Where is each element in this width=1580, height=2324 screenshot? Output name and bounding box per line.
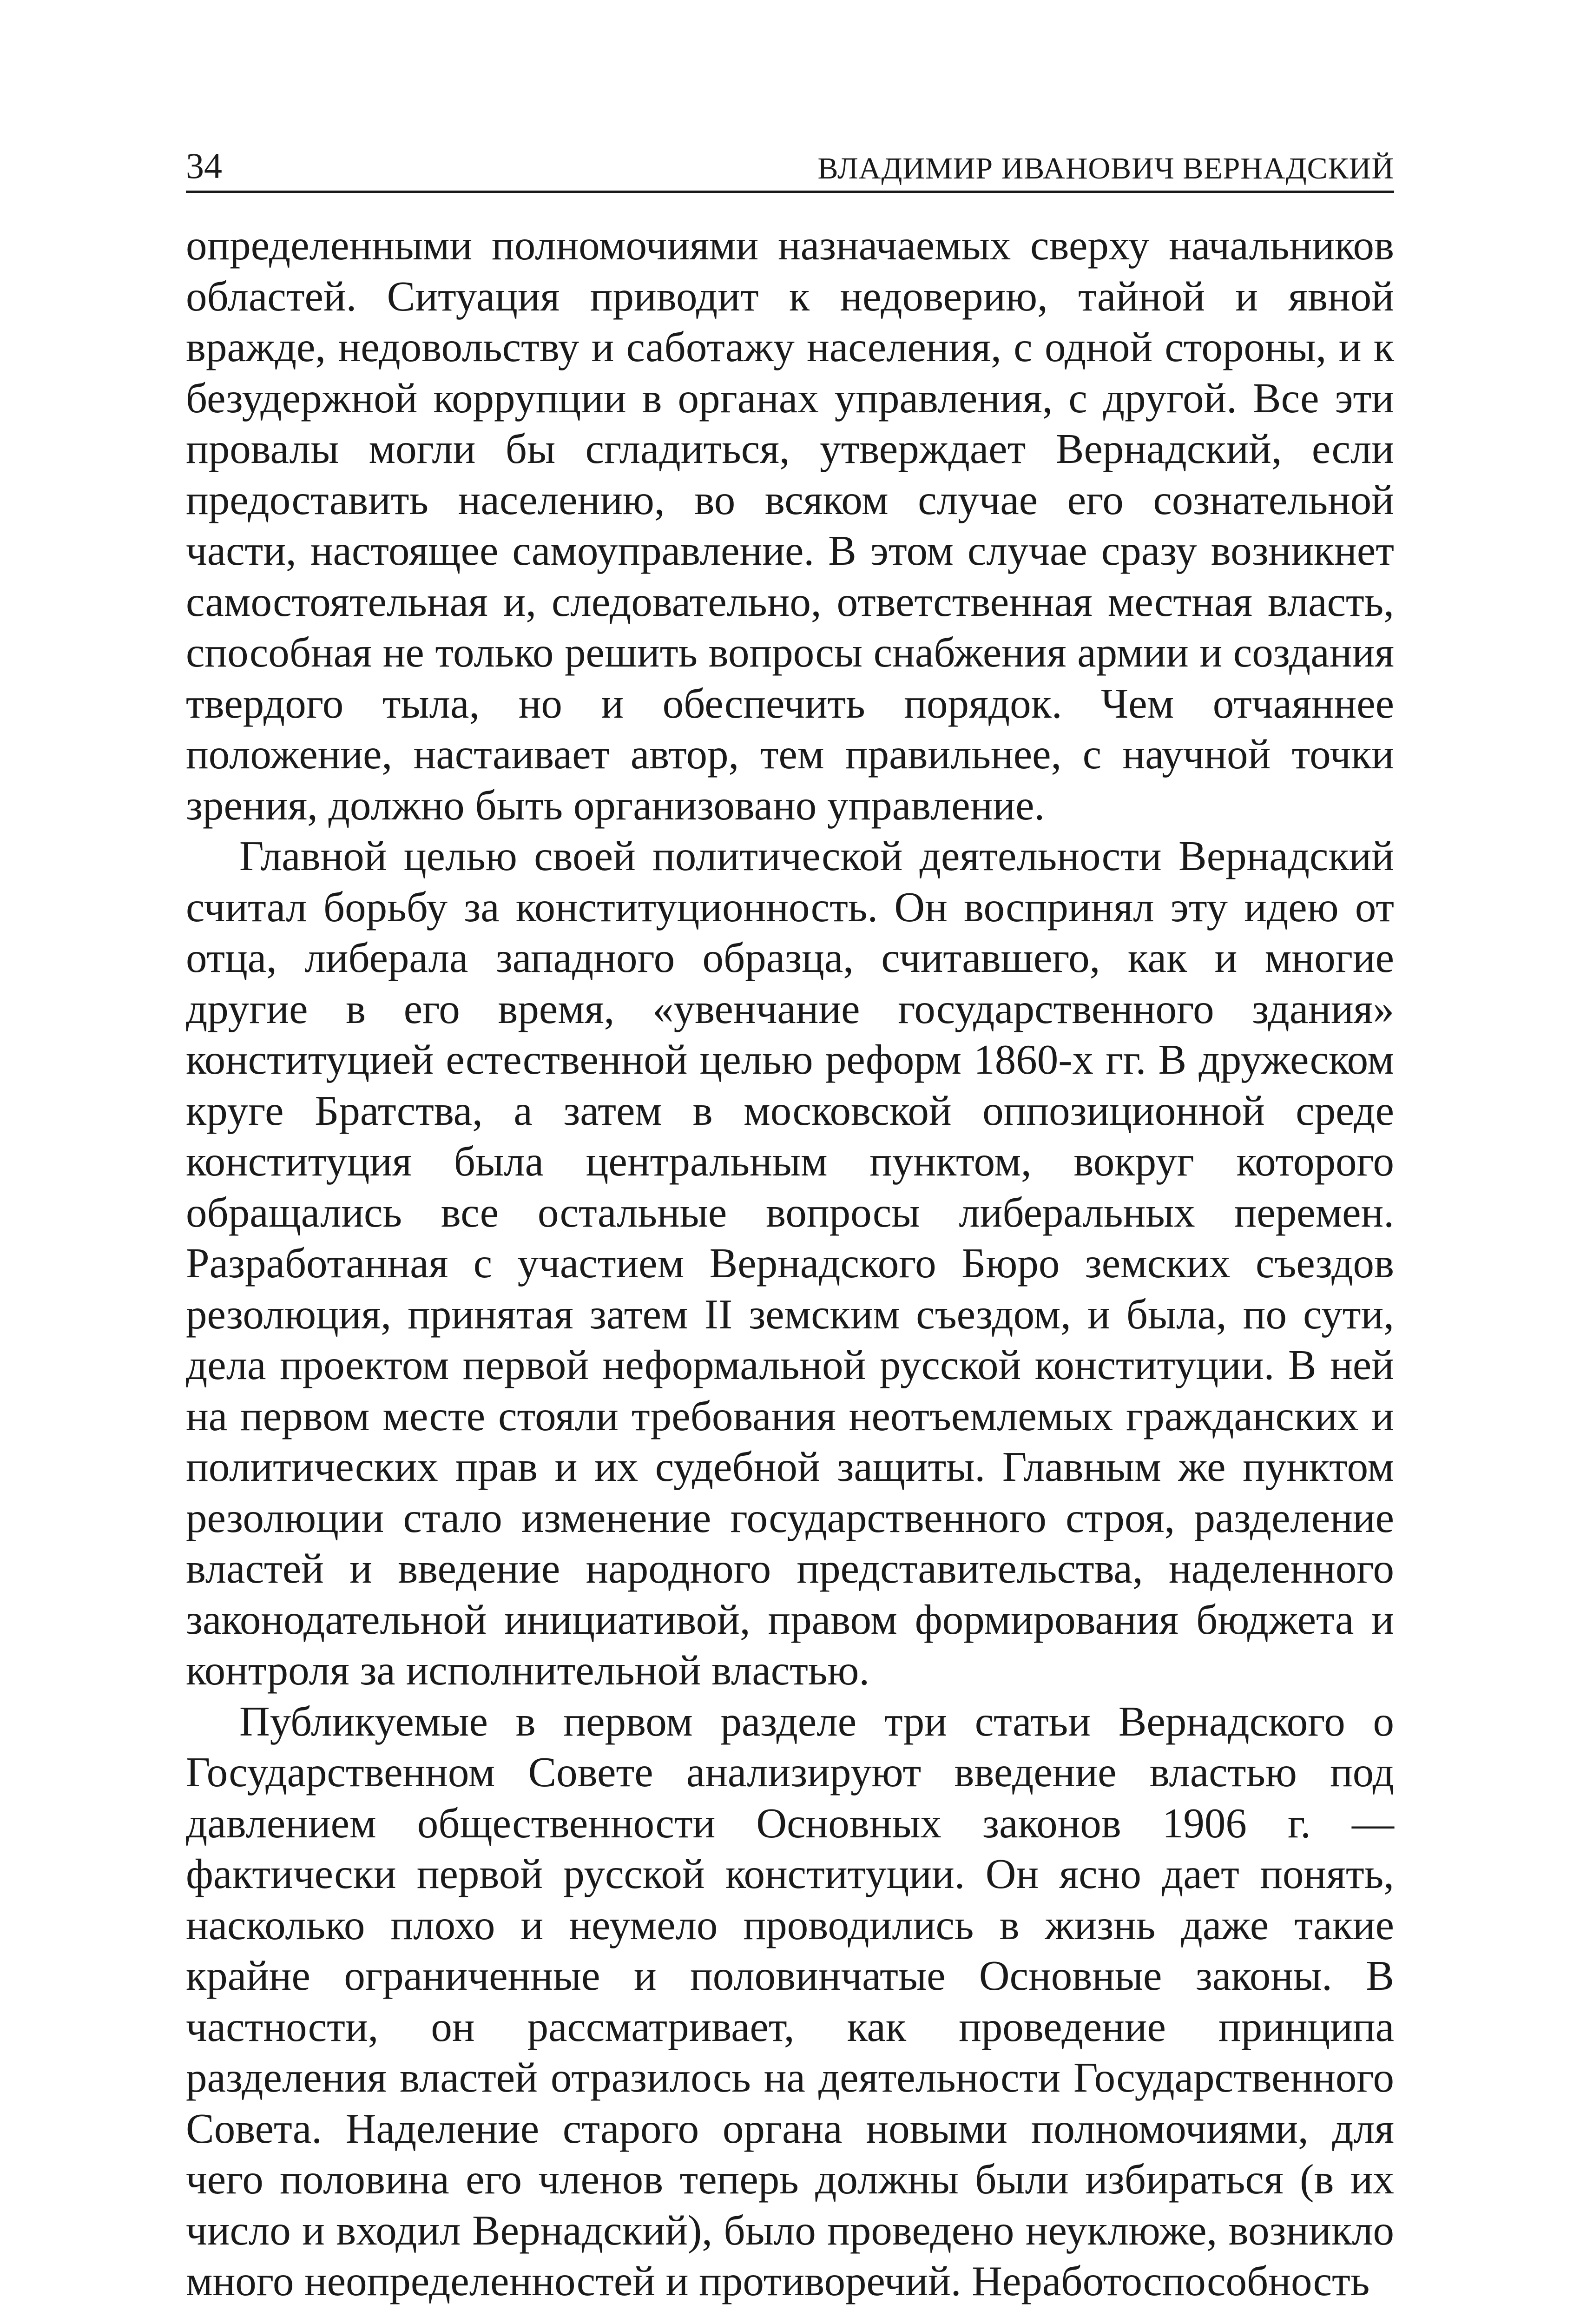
running-head: ВЛАДИМИР ИВАНОВИЧ ВЕРНАДСКИЙ [817,152,1394,185]
body-text [186,220,1394,2307]
page-number: 34 [186,145,222,186]
paragraph-3: Публикуемые в первом разделе три статьи Вернадского о Государственном Совете анализируют введение властью под давлением общественности Основных законов 1906 г. — фактически первой русской конституции. Он ясно дает понять, насколько плохо и неумело проводились в жизнь даже такие крайне ограниченные и половинчатые Основные законы. В частности, он рассматривает, как проведение принципа разделения властей отразилось на деятельности Государственного Совета. Наделение старого органа новыми полномочиями, для чего половина его членов теперь должны были избираться (в их число и входил Вернадский), было проведено неуклюже, возникло много неопределенностей и противоречий. Неработоспособность [186,1697,1394,2304]
book-page [186,135,1394,2319]
page-header [186,135,1394,193]
paragraph-2: Главной целью своей политической деятельности Вернадский считал борьбу за конституционность. Он воспринял эту идею от отца, либерала западного образца, считавшего, как и многие другие в его время, «увенчание государственного здания» конституцией естественной целью реформ 1860-х гг. В дружеском круге Братства, а затем в московской оппозиционной среде конституция была центральным пунктом, вокруг которого обращались все остальные вопросы либеральных перемен. Разработанная с участием Вернадского Бюро земских съездов резолюция, принятая затем II земским съездом, и была, по сути, дела проектом первой неформальной русской конституции. В ней на первом месте стояли требования неотъемлемых гражданских и политических прав и их судебной защиты. Главным же пунктом резолюции стало изменение государственного строя, разделение властей и введение народного представительства, наделенного законодательной инициативой, правом формирования бюджета и контроля за исполнительной властью. [186,832,1394,1694]
paragraph-1: определенными полномочиями назначаемых сверху начальников областей. Ситуация приводит к недоверию, тайной и явной вражде, недовольству и саботажу населения, с одной стороны, и к безудержной коррупции в органах управления, с другой. Все эти провалы могли бы сгладиться, утверждает Вернадский, если предоставить населению, во всяком случае его сознательной части, настоящее самоуправление. В этом случае сразу возникнет самостоятельная и, следовательно, ответственная местная власть, способная не только решить вопросы снабжения армии и создания твердого тыла, но и обеспечить порядок. Чем отчаяннее положение, настаивает автор, тем правильнее, с научной точки зрения, должно быть организовано управление. [186,222,1394,829]
